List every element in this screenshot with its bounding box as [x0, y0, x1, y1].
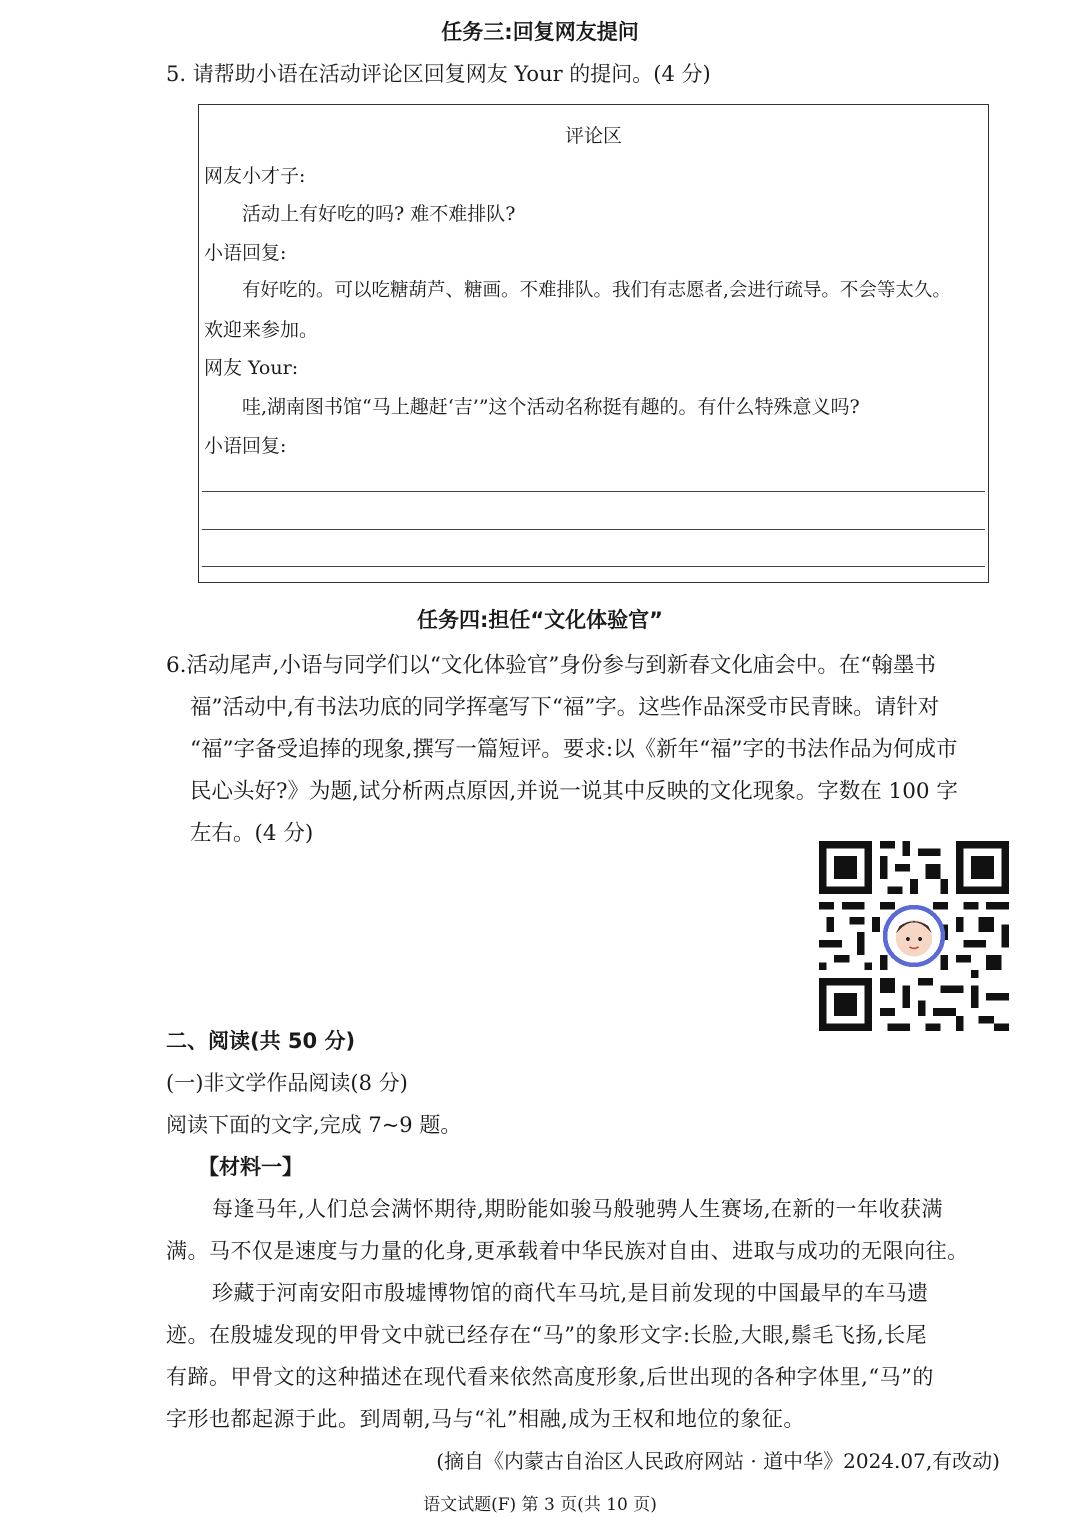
reply-author: 小语回复:	[204, 435, 287, 457]
task3-title: 任务三:回复网友提问	[441, 20, 639, 44]
reply-text: 有好吃的。可以吃糖葫芦、糖画。不难排队。我们有志愿者,会进行疏导。不会等太久。	[242, 280, 951, 301]
question-6-line: 民心头好?》为题,试分析两点原因,并说一说其中反映的文化现象。字数在 100 字	[190, 779, 958, 804]
source-citation: (摘自《内蒙古自治区人民政府网站 · 道中华》2024.07,有改动)	[436, 1449, 1000, 1473]
section-heading: 二、阅读(共 50 分)	[166, 1029, 356, 1053]
paragraph-line: 有蹄。甲骨文的这种描述在现代看来依然高度形象,后世出现的各种字体里,“马”的	[166, 1365, 934, 1389]
answer-line[interactable]	[202, 529, 985, 530]
qr-code[interactable]	[819, 841, 1009, 1031]
question-6-line: “福”字备受追捧的现象,撰写一篇短评。要求:以《新年“福”字的书法作品为何成市	[190, 737, 958, 762]
reply-author: 小语回复:	[204, 242, 287, 264]
question-6-line: 左右。(4 分)	[190, 821, 314, 846]
page-footer: 语文试题(F) 第 3 页(共 10 页)	[423, 1495, 657, 1515]
paragraph-line: 字形也都起源于此。到周朝,马与“礼”相融,成为王权和地位的象征。	[166, 1407, 805, 1431]
paragraph-line: 每逢马年,人们总会满怀期待,期盼能如骏马般驰骋人生赛场,在新的一年收获满	[212, 1197, 944, 1221]
reply-text-continued: 欢迎来参加。	[204, 319, 319, 341]
question-6-line: 福”活动中,有书法功底的同学挥毫写下“福”字。这些作品深受市民青睐。请针对	[190, 695, 940, 720]
comment-section	[198, 104, 989, 583]
material-label: 【材料一】	[198, 1155, 303, 1179]
answer-line[interactable]	[202, 566, 985, 567]
comment-author: 网友小才子:	[204, 165, 306, 187]
comment-text: 哇,湖南图书馆“马上趣赶‘吉’”这个活动名称挺有趣的。有什么特殊意义吗?	[242, 396, 860, 418]
paragraph-line: 迹。在殷墟发现的甲骨文中就已经存在“马”的象形文字:长脸,大眼,鬃毛飞扬,长尾	[166, 1323, 928, 1347]
reading-instruction: 阅读下面的文字,完成 7~9 题。	[166, 1113, 462, 1137]
comment-text: 活动上有好吃的吗? 难不难排队?	[242, 203, 516, 225]
paragraph-line: 珍藏于河南安阳市殷墟博物馆的商代车马坑,是目前发现的中国最早的车马遗	[212, 1281, 929, 1305]
subsection-heading: (一)非文学作品阅读(8 分)	[166, 1071, 408, 1095]
question-6-line: 6.活动尾声,小语与同学们以“文化体验官”身份参与到新春文化庙会中。在“翰墨书	[166, 653, 936, 678]
question-5: 5. 请帮助小语在活动评论区回复网友 Your 的提问。(4 分)	[166, 62, 711, 86]
answer-line[interactable]	[202, 491, 985, 492]
paragraph-line: 满。马不仅是速度与力量的化身,更承载着中华民族对自由、进取与成功的无限向往。	[166, 1239, 969, 1263]
comment-author: 网友 Your:	[204, 357, 299, 379]
task4-title: 任务四:担任“文化体验官”	[416, 608, 663, 632]
comment-section-header: 评论区	[564, 125, 622, 147]
